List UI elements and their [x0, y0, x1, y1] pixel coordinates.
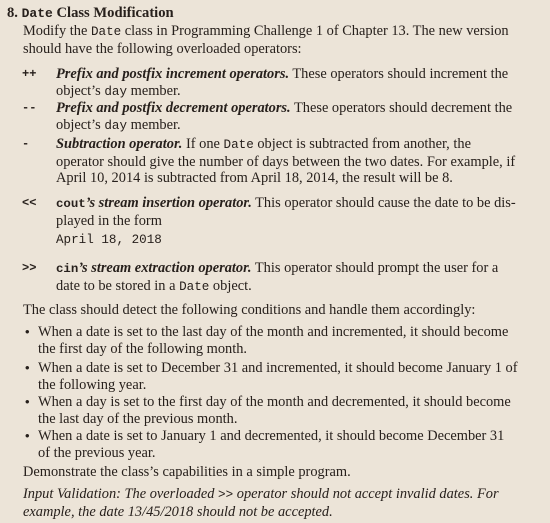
condition-item: When a date is set to January 1 and decremented, it should become December 31 of the previous year. — [38, 428, 505, 461]
bullet-marker: • — [25, 428, 30, 443]
operator-item-extraction: cin’s stream extraction operator. This operator should prompt the user for a date to be stored in a Date object. — [56, 260, 499, 294]
operator-symbol-increment: ++ — [22, 67, 37, 81]
operator-symbol-insertion: << — [22, 196, 37, 210]
bullet-marker: • — [25, 360, 30, 375]
operator-item-insertion: cout’s stream insertion operator. This operator should cause the date to be dis-played in the form — [56, 195, 516, 229]
operator-item-increment: Prefix and postfix increment operators. These operators should increment the object’s day member. — [56, 66, 509, 99]
conditions-intro: The class should detect the following conditions and handle them accordingly: — [23, 302, 476, 318]
bullet-marker: • — [25, 394, 30, 409]
condition-item: When a date is set to December 31 and incremented, it should become January 1 of the following year. — [38, 360, 518, 393]
exercise-heading-code: Date — [21, 6, 53, 21]
operator-symbol-decrement: -- — [22, 101, 37, 115]
exercise-number: 8. — [7, 5, 18, 21]
condition-item: When a day is set to the first day of the month and decremented, it should become the last day of the previous month. — [38, 394, 511, 427]
exercise-heading — [7, 5, 174, 23]
exercise-title: Class Modification — [56, 5, 174, 21]
operator-symbol-extraction: >> — [22, 261, 37, 275]
intro-paragraph: Modify the Date class in Programming Challenge 1 of Chapter 13. The new version should have the following overloaded operators: — [23, 23, 509, 57]
operator-item-subtraction: Subtraction operator. If one Date object is subtracted from another, the operator should give the number of days between the two dates. For example, if April 10, 2014 is subtracted from April 18, 2014, the result will be 8. — [56, 136, 516, 186]
input-validation-note: Input Validation: The overloaded >> operator should not accept invalid dates. For example, the date 13/45/2018 should not be accepted. — [23, 486, 499, 520]
condition-item: When a date is set to the last day of the month and incremented, it should become the first day of the following month. — [38, 324, 509, 357]
bullet-marker: • — [25, 324, 30, 339]
demonstrate-sentence: Demonstrate the class’s capabilities in a simple program. — [23, 464, 351, 480]
operator-item-decrement: Prefix and postfix decrement operators. These operators should decrement the object’s day member. — [56, 100, 513, 133]
example-date-output: April 18, 2018 — [56, 233, 162, 247]
operator-symbol-subtraction: - — [22, 137, 30, 151]
intro-code: Date — [90, 25, 122, 39]
